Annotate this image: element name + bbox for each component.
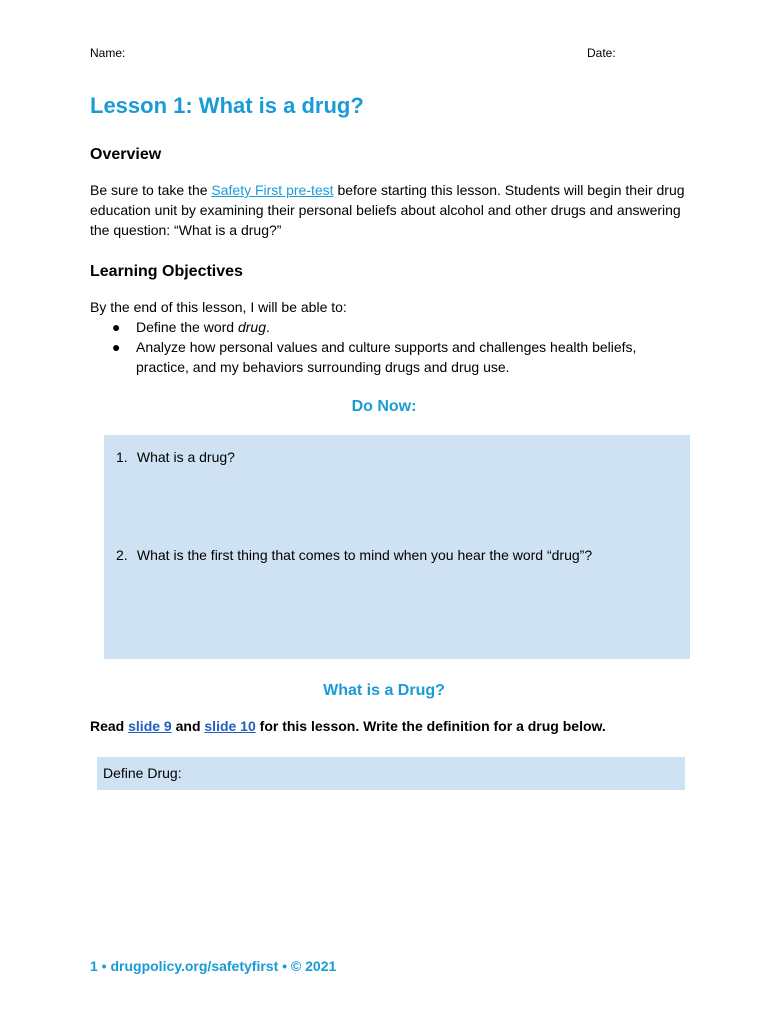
define-drug-label: Define Drug:: [103, 765, 182, 781]
objective-1-before: Define the word: [136, 319, 238, 335]
question-number: 1.: [116, 449, 128, 465]
objective-item: [112, 337, 672, 377]
what-is-drug-heading: What is a Drug?: [323, 682, 445, 699]
objective-2-text: Analyze how personal values and culture supports and challenges health beliefs, practice, and my behaviors surrounding drugs and drug use.: [136, 339, 637, 375]
question-text: What is a drug?: [136, 449, 235, 465]
do-now-box[interactable]: [104, 435, 690, 659]
objectives-list: [112, 317, 672, 377]
page-footer: 1 • drugpolicy.org/safetyfirst • © 2021: [90, 958, 337, 974]
name-label: Name:: [90, 46, 126, 60]
pre-test-link[interactable]: Safety First pre-test: [211, 182, 334, 198]
question-number: 2.: [116, 547, 128, 563]
slide-10-link[interactable]: slide 10: [204, 718, 256, 734]
do-now-question-2: [116, 547, 592, 563]
do-now-question-1: [116, 449, 235, 465]
overview-heading: Overview: [90, 146, 162, 163]
objective-1-after: .: [265, 319, 270, 335]
read-suffix: for this lesson. Write the definition for a drug below.: [255, 718, 606, 734]
objective-item: [112, 317, 672, 337]
do-now-heading: Do Now:: [351, 398, 417, 415]
read-prefix: Read: [90, 718, 129, 734]
question-text: What is the first thing that comes to mind when you hear the word “drug”?: [136, 547, 593, 563]
overview-text-before: Be sure to take the: [90, 182, 212, 198]
bullet-icon: ●: [112, 319, 121, 335]
define-drug-field[interactable]: [97, 757, 685, 790]
overview-paragraph: [90, 180, 690, 240]
objectives-heading: Learning Objectives: [90, 263, 243, 280]
date-label: Date:: [587, 46, 616, 60]
lesson-title: Lesson 1: What is a drug?: [90, 93, 364, 118]
objectives-intro: By the end of this lesson, I will be able to:: [90, 299, 347, 315]
slide-9-link[interactable]: slide 9: [128, 718, 172, 734]
objective-1-emphasis: drug: [237, 319, 266, 335]
overview-text-after: before starting this lesson. Students will begin their drug education unit by examining their personal beliefs about alcohol and other drugs and answering the question: “What is a drug?”: [90, 182, 685, 238]
read-instruction: [90, 718, 606, 734]
read-and: and: [171, 718, 205, 734]
bullet-icon: ●: [112, 339, 121, 355]
